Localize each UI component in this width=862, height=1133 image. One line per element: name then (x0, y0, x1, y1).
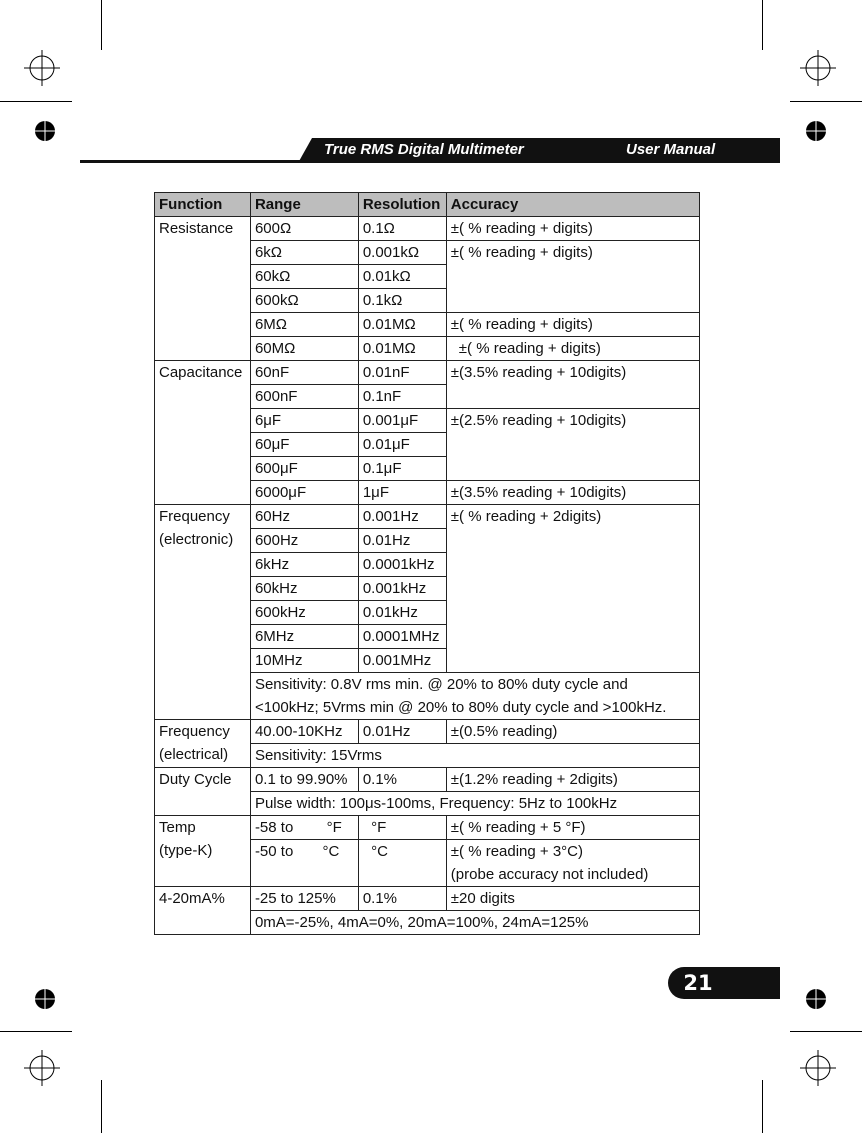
crop-mark (101, 1080, 102, 1133)
registration-dot-icon (805, 120, 827, 142)
resolution-cell: 1μF (358, 481, 446, 505)
range-cell: 600nF (250, 385, 358, 409)
range-cell: -50 to °C (250, 840, 358, 887)
function-label: Frequency (159, 723, 230, 740)
crop-mark (790, 101, 862, 102)
registration-mark-icon (24, 1050, 60, 1086)
registration-dot-icon (34, 120, 56, 142)
range-cell: 40.00-10KHz (250, 720, 358, 744)
column-header: Function (155, 193, 251, 217)
note-cell: Sensitivity: 15Vrms (250, 744, 699, 768)
resolution-cell: 0.1kΩ (358, 289, 446, 313)
function-label: Duty Cycle (159, 771, 232, 788)
range-cell: 10MHz (250, 649, 358, 673)
page-number: 21 (683, 971, 713, 995)
table-row (155, 768, 700, 792)
range-cell: -25 to 125% (250, 887, 358, 911)
registration-mark-icon (800, 50, 836, 86)
registration-mark-icon (800, 1050, 836, 1086)
range-cell: 6μF (250, 409, 358, 433)
function-label: Capacitance (159, 364, 243, 381)
crop-mark (762, 1080, 763, 1133)
crop-mark (101, 0, 102, 50)
range-cell: -58 to °F (250, 816, 358, 840)
function-cell (155, 887, 251, 935)
resolution-cell: 0.1nF (358, 385, 446, 409)
header-manual-label: User Manual (626, 141, 716, 158)
range-cell: 60kHz (250, 577, 358, 601)
column-header: Accuracy (446, 193, 699, 217)
table-row (155, 505, 700, 529)
registration-dot-icon (34, 988, 56, 1010)
range-cell: 60kΩ (250, 265, 358, 289)
resolution-cell: 0.01MΩ (358, 313, 446, 337)
resolution-cell: °F (358, 816, 446, 840)
resolution-cell: 0.0001kHz (358, 553, 446, 577)
function-cell (155, 505, 251, 720)
resolution-cell: 0.01Hz (358, 529, 446, 553)
accuracy-text: ±( % reading + 3°C) (450, 843, 583, 860)
table-row (155, 816, 700, 840)
resolution-cell: 0.001Hz (358, 505, 446, 529)
resolution-cell: 0.1μF (358, 457, 446, 481)
accuracy-cell: ±( % reading + digits) (446, 217, 699, 241)
note-cell: Sensitivity: 0.8V rms min. @ 20% to 80% duty cycle and <100kHz; 5Vrms min @ 20% to 80% duty cycle and >100kHz. (250, 673, 699, 720)
range-cell: 6MΩ (250, 313, 358, 337)
note-cell: 0mA=-25%, 4mA=0%, 20mA=100%, 24mA=125% (250, 911, 699, 935)
range-cell: 6MHz (250, 625, 358, 649)
function-cell (155, 217, 251, 361)
crop-mark (0, 1031, 72, 1032)
function-sublabel: (type-K) (159, 842, 213, 859)
resolution-cell: °C (358, 840, 446, 887)
table-row (155, 217, 700, 241)
function-label: Resistance (159, 220, 234, 237)
crop-mark (790, 1031, 862, 1032)
resolution-cell: 0.01MΩ (358, 337, 446, 361)
column-header: Range (250, 193, 358, 217)
resolution-cell: 0.01nF (358, 361, 446, 385)
table-row (155, 887, 700, 911)
resolution-cell: 0.001kHz (358, 577, 446, 601)
table-row (155, 720, 700, 744)
range-cell: 60nF (250, 361, 358, 385)
range-cell: 0.1 to 99.90% (250, 768, 358, 792)
specifications-table (154, 192, 700, 935)
accuracy-cell: ±(2.5% reading + 10digits) (446, 409, 699, 481)
range-cell: 600kΩ (250, 289, 358, 313)
range-cell: 60μF (250, 433, 358, 457)
resolution-cell: 0.001MHz (358, 649, 446, 673)
accuracy-cell (446, 840, 699, 887)
function-cell (155, 361, 251, 505)
range-cell: 60Hz (250, 505, 358, 529)
function-cell (155, 816, 251, 887)
table-row (155, 361, 700, 385)
range-cell: 600μF (250, 457, 358, 481)
function-label: 4-20mA% (159, 890, 225, 907)
header-title: True RMS Digital Multimeter (324, 141, 524, 158)
range-cell: 6kHz (250, 553, 358, 577)
accuracy-cell: ±(0.5% reading) (446, 720, 699, 744)
function-label: Temp (159, 819, 196, 836)
registration-mark-icon (24, 50, 60, 86)
accuracy-cell: ±20 digits (446, 887, 699, 911)
resolution-cell: 0.0001MHz (358, 625, 446, 649)
accuracy-cell: ±(3.5% reading + 10digits) (446, 361, 699, 409)
resolution-cell: 0.1% (358, 887, 446, 911)
range-cell: 600Ω (250, 217, 358, 241)
range-cell: 6kΩ (250, 241, 358, 265)
function-sublabel: (electrical) (159, 746, 229, 763)
function-cell (155, 720, 251, 768)
range-cell: 60MΩ (250, 337, 358, 361)
resolution-cell: 0.001kΩ (358, 241, 446, 265)
accuracy-cell: ±( % reading + digits) (446, 337, 699, 361)
accuracy-cell: ±( % reading + digits) (446, 313, 699, 337)
range-cell: 600kHz (250, 601, 358, 625)
note-cell: Pulse width: 100μs-100ms, Frequency: 5Hz to 100kHz (250, 792, 699, 816)
range-cell: 6000μF (250, 481, 358, 505)
crop-mark (762, 0, 763, 50)
accuracy-note: (probe accuracy not included) (450, 866, 649, 883)
accuracy-cell: ±( % reading + 2digits) (446, 505, 699, 673)
resolution-cell: 0.01Hz (358, 720, 446, 744)
resolution-cell: 0.1% (358, 768, 446, 792)
range-cell: 600Hz (250, 529, 358, 553)
function-label: Frequency (159, 508, 230, 525)
resolution-cell: 0.001μF (358, 409, 446, 433)
accuracy-cell: ±(1.2% reading + 2digits) (446, 768, 699, 792)
table-header-row (155, 193, 700, 217)
resolution-cell: 0.1Ω (358, 217, 446, 241)
function-sublabel: (electronic) (159, 531, 234, 548)
accuracy-cell: ±( % reading + digits) (446, 241, 699, 313)
accuracy-cell: ±( % reading + 5 °F) (446, 816, 699, 840)
resolution-cell: 0.01μF (358, 433, 446, 457)
registration-dot-icon (805, 988, 827, 1010)
crop-mark (0, 101, 72, 102)
function-cell (155, 768, 251, 816)
resolution-cell: 0.01kHz (358, 601, 446, 625)
resolution-cell: 0.01kΩ (358, 265, 446, 289)
column-header: Resolution (358, 193, 446, 217)
accuracy-cell: ±(3.5% reading + 10digits) (446, 481, 699, 505)
